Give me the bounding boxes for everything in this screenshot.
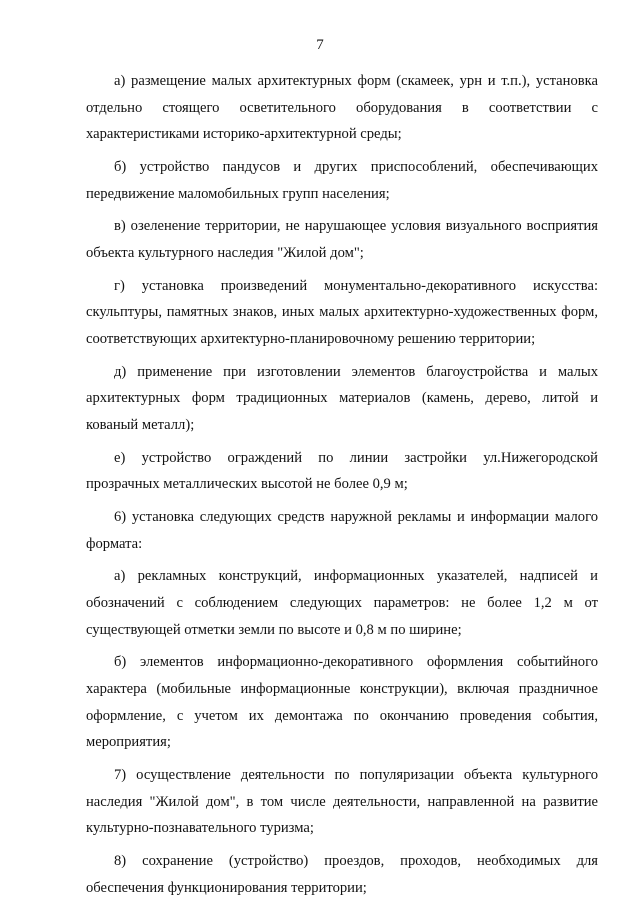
paragraph-item-g-monumental-art: г) установка произведений монументально-декоративного искусства: скульптуры, памятных знаков, иных малых архитектурно-художественных форм, соответствующих архитектурно-планировочному решению территории; — [86, 277, 598, 347]
paragraph-subitem-a-ad-structures: а) рекламных конструкций, информационных указателей, надписей и обозначений с соблюдением следующих параметров: не более 1,2 м от существующей отметки земли по высоте и 0,8 м по ширине; — [86, 568, 598, 638]
paragraph-item-a-small-architectural-forms: а) размещение малых архитектурных форм (скамеек, урн и т.п.), установка отдельно стоящего осветительного оборудования в соответствии с характеристиками историко-архитектурной среды; — [86, 73, 598, 143]
paragraph-item-7-popularization: 7) осуществление деятельности по популяризации объекта культурного наследия "Жилой дом", в том числе деятельности, направленной на развитие культурно-познавательного туризма; — [86, 766, 598, 837]
paragraph-subitem-b-decorative-design: б) элементов информационно-декоративного оформления событийного характера (мобильные информационные конструкции), включая праздничное оформление, с учетом их демонтажа по окончанию проведения события, мероприятия; — [86, 654, 598, 751]
page-number: 7 — [316, 37, 324, 53]
paragraph-item-d-traditional-materials: д) применение при изготовлении элементов благоустройства и малых архитектурных форм традиционных материалов (камень, дерево, литой и кованый металл); — [86, 363, 598, 433]
paragraph-item-6-advertising: 6) установка следующих средств наружной рекламы и информации малого формата: — [86, 509, 598, 552]
paragraph-item-v-landscaping: в) озеленение территории, не нарушающее условия визуального восприятия объекта культурного наследия "Жилой дом"; — [86, 218, 598, 261]
paragraph-item-e-fences: е) устройство ограждений по линии застройки ул.Нижегородской прозрачных металлических высотой не более 0,9 м; — [86, 449, 598, 493]
paragraph-item-b-ramps: б) устройство пандусов и других приспособлений, обеспечивающих передвижение маломобильных групп населения; — [86, 158, 598, 202]
document-body — [86, 68, 598, 907]
paragraph-item-8-passages: 8) сохранение (устройство) проездов, проходов, необходимых для обеспечения функционирования территории; — [86, 852, 598, 896]
